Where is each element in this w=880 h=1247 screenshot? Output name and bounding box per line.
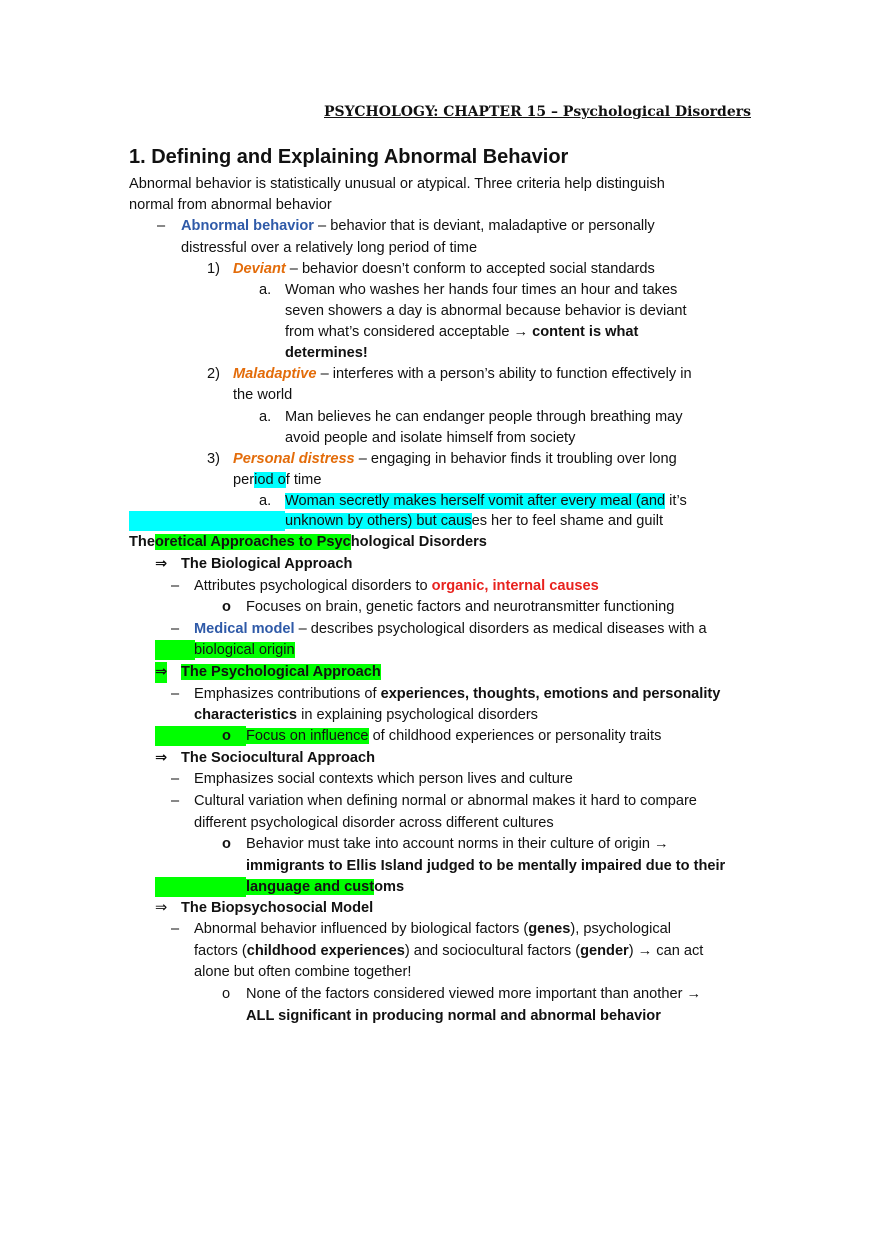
example-line: seven showers a day is abnormal because behavior is deviant (285, 303, 687, 319)
example-line (285, 322, 638, 343)
letter-marker: a. (259, 493, 272, 509)
number-marker: 2) (207, 366, 220, 382)
bullet-text: in explaining psychological disorders (297, 707, 538, 723)
arrow-right-icon: → (686, 986, 702, 1002)
example-line: Man believes he can endanger people through breathing may (285, 409, 683, 425)
dash-marker: – (171, 621, 180, 637)
criterion-deviant (233, 259, 655, 280)
intro-line-2: normal from abnormal behavior (129, 197, 332, 213)
sub-bullet-line: Focuses on brain, genetic factors and neurotransmitter functioning (246, 599, 675, 615)
sociocultural-approach-heading: The Sociocultural Approach (181, 750, 376, 766)
bullet-line (194, 619, 707, 640)
bullet-text: Abnormal behavior influenced by biological factors ( (194, 921, 529, 937)
bullet-text: factors ( (194, 943, 247, 959)
highlight-band-cyan-margin (129, 511, 285, 531)
bullet-bold: experiences, thoughts, emotions and personality (380, 686, 721, 702)
definition-line-2: distressful over a relatively long period of time (181, 240, 478, 256)
bullet-text: – describes psychological disorders as medical diseases with a (294, 621, 707, 637)
sub-bullet-text: None of the factors considered viewed more important than another (246, 986, 687, 1002)
psychological-approach-heading (181, 662, 381, 683)
sub-bullet-line: immigrants to Ellis Island judged to be mentally impaired due to their (246, 858, 726, 874)
highlighted-text: oretical Approaches to Psyc (154, 534, 351, 550)
sub-bullet-line: ALL significant in producing normal and abnormal behavior (246, 1008, 661, 1024)
highlight-band-green-bio (155, 640, 195, 660)
dash-marker: – (171, 771, 180, 787)
letter-marker: a. (259, 409, 272, 425)
number-marker: 1) (207, 261, 220, 277)
bullet-text: ) (628, 943, 638, 959)
double-arrow-icon: ⇒ (155, 556, 168, 572)
bullet-bold: childhood experiences (246, 943, 405, 959)
sub-bullet-line (246, 726, 661, 747)
bullet-bold: gender (580, 943, 629, 959)
bullet-line (194, 576, 599, 597)
criterion-line: the world (233, 387, 293, 403)
document-title: PSYCHOLOGY: CHAPTER 15 – Psychological Disorders (324, 104, 751, 120)
example-line (285, 511, 663, 532)
criterion-line (233, 470, 321, 491)
double-arrow-icon: ⇒ (155, 900, 168, 916)
heading-text: hological Disorders (350, 534, 487, 550)
double-arrow-icon: ⇒ (155, 750, 168, 766)
term-medical-model: Medical model (194, 621, 295, 637)
highlight-band-green-soc (155, 877, 246, 897)
example-line: Woman who washes her hands four times an hour and takes (285, 282, 678, 298)
arrow-right-icon: → (637, 943, 653, 959)
organic-causes-text: organic, internal causes (431, 578, 599, 594)
biological-approach-heading: The Biological Approach (181, 556, 353, 572)
term-personal-distress: Personal distress (233, 451, 355, 467)
dash-marker: – (171, 921, 180, 937)
bullet-line (194, 941, 703, 962)
bullet-text: ), psychological (570, 921, 671, 937)
highlighted-text: language and cust (246, 879, 375, 895)
theoretical-approaches-heading (129, 532, 487, 553)
term-maladaptive: Maladaptive (233, 366, 317, 382)
intro-line-1: Abnormal behavior is statistically unusual or atypical. Three criteria help distinguish (129, 176, 665, 192)
highlighted-text: The Psychological Approach (181, 664, 381, 680)
example-line: determines! (285, 345, 368, 361)
highlighted-text: iod o (254, 472, 286, 488)
highlighted-text: unknown by others) but caus (285, 513, 472, 529)
example-line (285, 491, 687, 512)
criterion-text: – interferes with a person’s ability to function effectively in (316, 366, 692, 382)
arrow-right-icon: → (654, 836, 669, 852)
highlighted-text: Woman secretly makes herself vomit after every meal (and (285, 493, 666, 509)
bullet-text: can act (652, 943, 704, 959)
sub-bullet-line (246, 984, 701, 1005)
bullet-line: alone but often combine together! (194, 964, 412, 980)
bullet-bold: genes (528, 921, 571, 937)
definition-text: – behavior that is deviant, maladaptive or personally (314, 218, 655, 234)
criterion-text: – behavior doesn’t conform to accepted social standards (285, 261, 655, 277)
bullet-o-marker: o (222, 599, 231, 615)
term-abnormal-behavior: Abnormal behavior (181, 218, 314, 234)
sub-bullet-text: Behavior must take into account norms in their culture of origin (246, 836, 655, 852)
sub-bullet-text: of childhood experiences or personality traits (368, 728, 662, 744)
arrow-right-icon: → (513, 324, 529, 340)
bullet-o-marker: o (222, 836, 231, 852)
criterion-personal-distress (233, 449, 677, 470)
bullet-text: Emphasizes contributions of (194, 686, 381, 702)
dash-marker: – (171, 686, 180, 702)
criterion-text: – engaging in behavior finds it troubling over long (354, 451, 677, 467)
dash-marker: – (171, 793, 180, 809)
highlighted-text: Focus on influence (246, 728, 369, 744)
sub-bullet-line (246, 877, 404, 898)
dash-marker: – (157, 218, 166, 234)
bullet-line (194, 919, 671, 940)
example-text: it’s (665, 493, 687, 509)
bullet-line (194, 640, 295, 661)
heading-text: The (129, 534, 155, 550)
bullet-text: ) and sociocultural factors ( (404, 943, 581, 959)
example-bold: content is what (528, 324, 639, 340)
double-arrow-icon: ⇒ (155, 662, 167, 683)
sub-bullet-text: oms (374, 879, 405, 895)
example-text: from what’s considered acceptable (285, 324, 514, 340)
example-text: es her to feel shame and guilt (471, 513, 664, 529)
criterion-text: per (233, 472, 255, 488)
letter-marker: a. (259, 282, 272, 298)
term-deviant: Deviant (233, 261, 286, 277)
highlight-band-green-psy (155, 726, 246, 746)
definition-line-1 (181, 216, 655, 237)
criterion-maladaptive (233, 364, 692, 385)
criterion-text: f time (285, 472, 322, 488)
bullet-text: Attributes psychological disorders to (194, 578, 432, 594)
highlighted-text: biological origin (194, 642, 295, 658)
biopsychosocial-model-heading: The Biopsychosocial Model (181, 900, 374, 916)
bullet-o-marker: o (222, 986, 231, 1002)
bullet-line: Cultural variation when defining normal or abnormal makes it hard to compare (194, 793, 697, 809)
section-heading: 1. Defining and Explaining Abnormal Behavior (129, 146, 569, 168)
bullet-line: different psychological disorder across different cultures (194, 815, 554, 831)
bullet-line (194, 684, 720, 705)
sub-bullet-line (246, 834, 669, 855)
bullet-o-marker: o (222, 728, 231, 744)
number-marker: 3) (207, 451, 220, 467)
bullet-line: Emphasizes social contexts which person lives and culture (194, 771, 573, 787)
example-line: avoid people and isolate himself from society (285, 430, 576, 446)
bullet-bold: characteristics (194, 707, 298, 723)
dash-marker: – (171, 578, 180, 594)
bullet-line (194, 705, 538, 726)
